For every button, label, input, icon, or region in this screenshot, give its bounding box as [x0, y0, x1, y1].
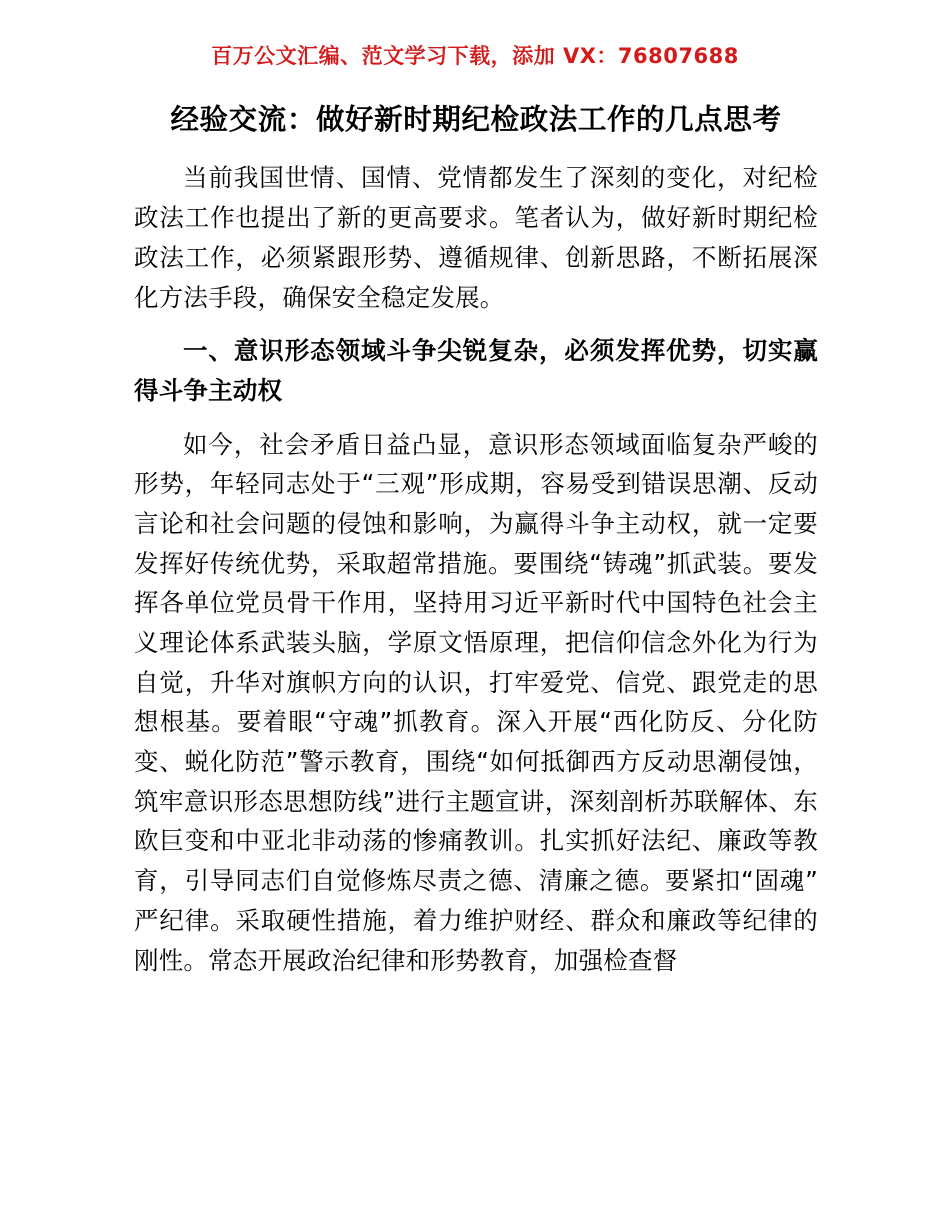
watermark-text: 百万公文汇编、范文学习下载，添加 VX：76807688	[211, 44, 739, 68]
paragraph-section-1-body: 如今，社会矛盾日益凸显，意识形态领域面临复杂严峻的形势，年轻同志处于“三观”形成期，容易受到错误思潮、反动言论和社会问题的侵蚀和影响，为赢得斗争主动权，就一定要发挥好传统优势，采取超常措施。要围绕“铸魂”抓武装。要发挥各单位党员骨干作用，坚持用习近平新时代中国特色社会主义理论体系武装头脑，学原文悟原理，把信仰信念外化为行为自觉，升华对旗帜方向的认识，打牢爱党、信党、跟党走的思想根基。要着眼“守魂”抓教育。深入开展“西化防反、分化防变、蜕化防范”警示教育，围绕“如何抵御西方反动思潮侵蚀，筑牢意识形态思想防线”进行主题宣讲，深刻剖析苏联解体、东欧巨变和中亚北非动荡的惨痛教训。扎实抓好法纪、廉政等教育，引导同志们自觉修炼尽责之德、清廉之德。要紧扣“固魂”严纪律。采取硬性措施，着力维护财经、群众和廉政等纪律的刚性。常态开展政治纪律和形势教育，加强检查督	[134, 429, 818, 975]
paragraph-group	[134, 158, 818, 980]
document-body	[134, 100, 818, 980]
paragraph-intro: 当前我国世情、国情、党情都发生了深刻的变化，对纪检政法工作也提出了新的更高要求。笔者认为，做好新时期纪检政法工作，必须紧跟形势、遵循规律、创新思路，不断拓展深化方法手段，确保安全稳定发展。	[134, 163, 818, 312]
section-heading-1: 一、意识形态领域斗争尖锐复杂，必须发挥优势，切实赢得斗争主动权	[134, 336, 818, 405]
page-title: 经验交流：做好新时期纪检政法工作的几点思考	[170, 103, 782, 136]
